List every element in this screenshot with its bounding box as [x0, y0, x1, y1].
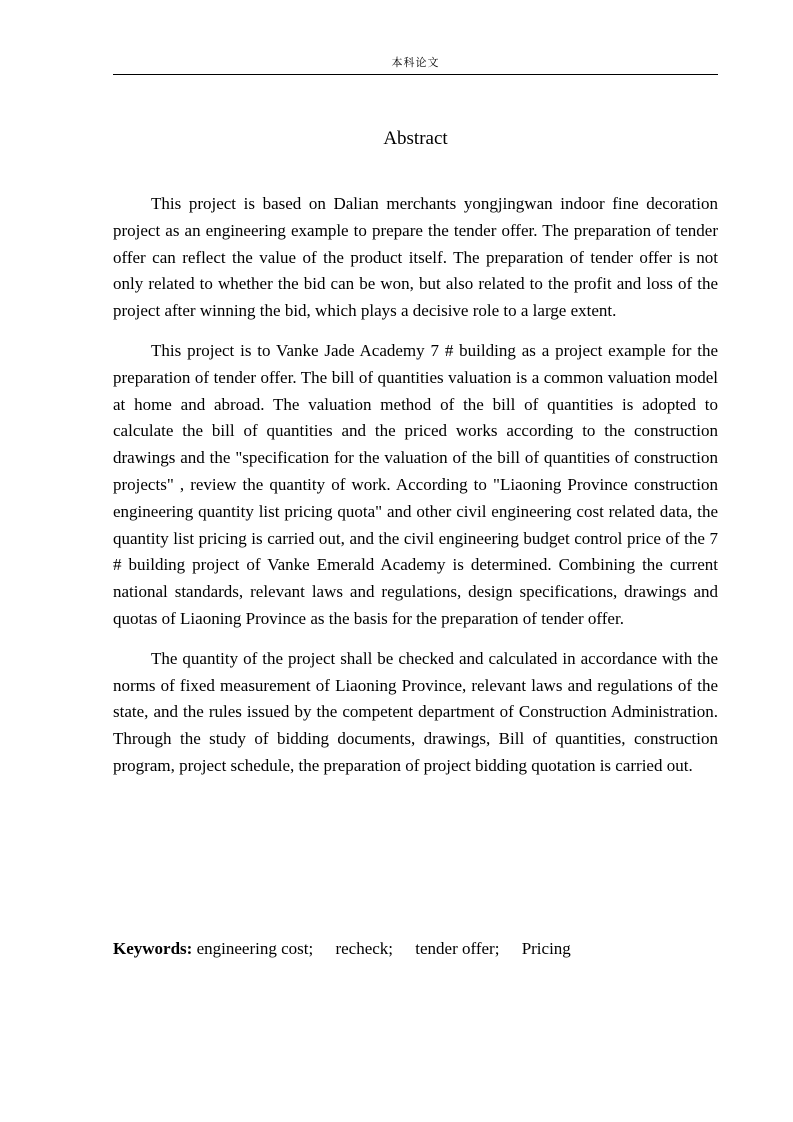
keyword-1: engineering cost; — [196, 939, 314, 958]
keyword-4: Pricing — [521, 939, 571, 958]
page-header — [113, 54, 718, 75]
abstract-paragraph-2: This project is to Vanke Jade Academy 7 # building as a project example for the preparation of tender offer. The bill of quantities valuation is a common valuation model at home and abroad. The valuation method of the bill of quantities is adopted to calculate the bill of quantities and the priced works according to the construction drawings and the "specification for the valuation of the bill of quantities of construction projects" , review the quantity of work. According to "Liaoning Province construction engineering quantity list pricing quota" and other civil engineering cost related data, the quantity list pricing is carried out, and the civil engineering budget control price of the 7 # building project of Vanke Emerald Academy is determined. Combining the current national standards, relevant laws and regulations, design specifications, drawings and quotas of Liaoning Province as the basis for the preparation of tender offer. — [113, 340, 718, 628]
keyword-3: tender offer; — [415, 939, 500, 958]
abstract-paragraph-1: This project is based on Dalian merchants yongjingwan indoor fine decoration project as an engineering example to prepare the tender offer. The preparation of tender offer can reflect the value of the product itself. The preparation of tender offer is not only related to whether the bid can be won, but also related to the profit and loss of the project after winning the bid, which plays a decisive role to a large extent. — [113, 194, 718, 321]
keywords-line — [113, 936, 718, 962]
abstract-title: Abstract — [383, 128, 448, 149]
abstract-body — [113, 191, 718, 793]
abstract-paragraph-3: The quantity of the project shall be checked and calculated in accordance with the norms of fixed measurement of Liaoning Province, relevant laws and regulations of the state, and the rules issued by the competent department of Construction Administration. Through the study of bidding documents, drawings, Bill of quantities, construction program, project schedule, the preparation of project bidding quotation is carried out. — [113, 648, 718, 775]
keywords-label: Keywords: — [113, 939, 193, 958]
keyword-2: recheck; — [335, 939, 394, 958]
header-text: 本科论文 — [391, 56, 440, 69]
